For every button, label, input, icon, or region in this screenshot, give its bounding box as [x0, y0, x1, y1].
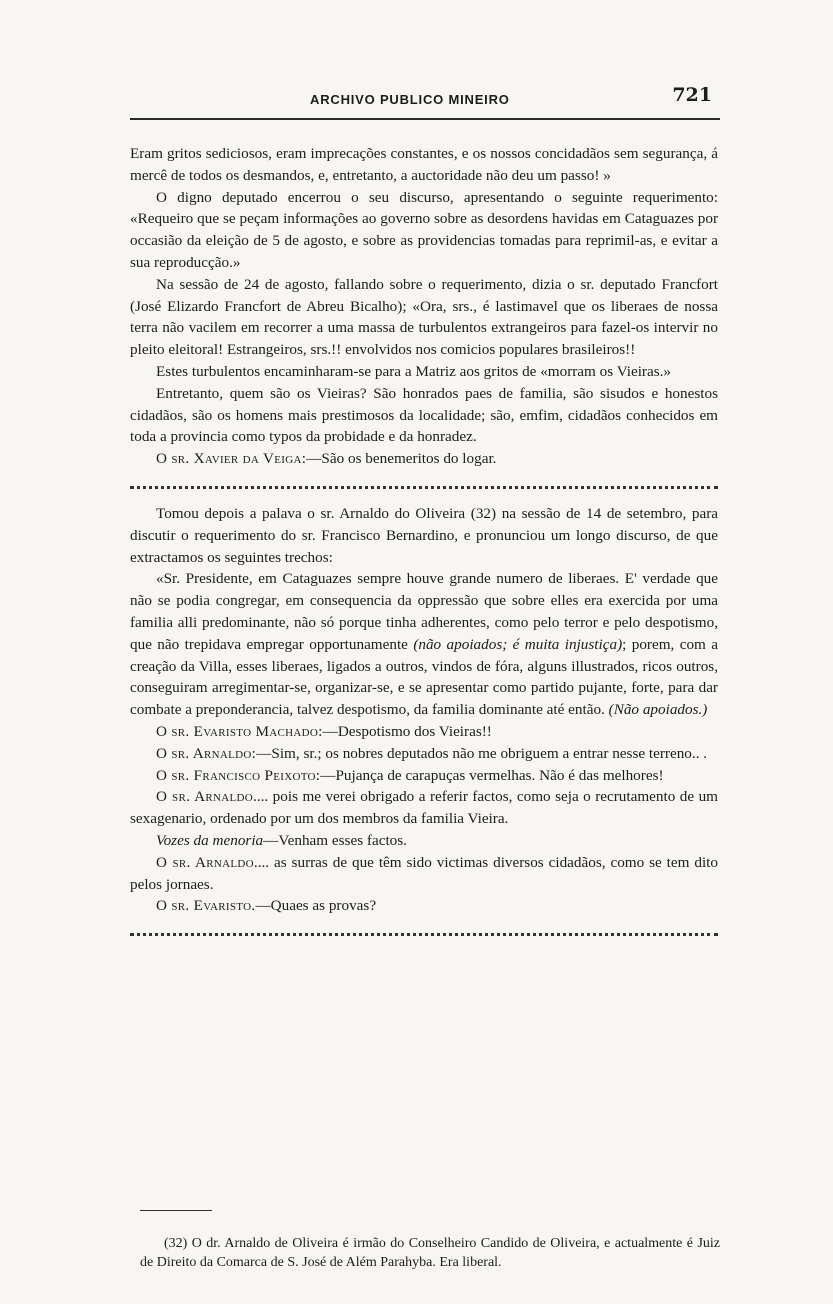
speech-text: «Sr. Presidente, em Cataguazes sempre houve grande numero de liberaes. E' verdade que não se podia congregar, em consequencia da oppressão que sobre elles era exercida por uma familia alli predominante, não só porque tinha adherentes, como pelo terror e pelo despotismo, que não trepidava empregar opportunamente: [130, 570, 718, 653]
page-number: 721: [672, 84, 712, 106]
speech-line: [130, 765, 718, 787]
speech-line: [130, 852, 718, 896]
paragraph: Eram gritos sediciosos, eram imprecações constantes, e os nossos concidadãos sem segurança, á mercê de todos os desmandos, e, entretanto, a auctoridade não deu um passo! »: [130, 145, 718, 184]
page-header: [130, 82, 720, 126]
speech-text: —Venham esses factos.: [263, 831, 407, 849]
speech-line: [130, 743, 718, 765]
running-title: ARCHIVO PUBLICO MINEIRO: [310, 92, 510, 107]
header-rule: [130, 118, 720, 120]
speech-text: —Pujança de carapuças vermelhas. Não é das melhores!: [320, 766, 664, 784]
interjection: (não apoiados; é muita injustiça): [413, 635, 623, 653]
speech-line: [130, 786, 718, 830]
paragraph: O digno deputado encerrou o seu discurso, apresentando o seguinte requerimento: «Requeiro que se peçam informações ao governo sobre as desordens havidas em Cataguazes por occasião da eleição de 5 de agosto, e sobre as providencias tomadas para reprimil-as, e evitar a sua reproducção.»: [130, 188, 718, 271]
speech-text: —Despotismo dos Vieiras!!: [322, 722, 492, 740]
speech-text: —Sim, sr.; os nobres deputados não me obriguem a entrar nesse terreno.. .: [256, 744, 708, 762]
paragraph: Entretanto, quem são os Vieiras? São honrados paes de familia, são sisudos e honestos cidadãos, são os homens mais prestimosos da localidade; são, emfim, cidadãos conhecidos em toda a provincia como typos da probidade e da honradez.: [130, 384, 718, 446]
paragraph: Tomou depois a palava o sr. Arnaldo do Oliveira (32) na sessão de 14 de setembro, para discutir o requerimento do sr. Francisco Bernardino, e pronunciou um longo discurso, de que extractamos os seguintes trechos:: [130, 504, 718, 566]
body-text: [130, 143, 718, 950]
ellipsis-divider: [130, 466, 718, 489]
speaker-name: O sr. Arnaldo: [156, 853, 254, 871]
ellipsis-divider: [130, 913, 718, 936]
footnote-rule: [140, 1210, 212, 1211]
speech-text: .... pois me verei obrigado a referir factos, como seja o recrutamento de um sexagenario, ordenado por um dos membros da familia Vieira.: [130, 788, 718, 828]
footnote-text: (32) O dr. Arnaldo de Oliveira é irmão do Conselheiro Candido de Oliveira, e actualmente é Juiz de Direito da Comarca de S. José de Além Parahyba. Era liberal.: [140, 1236, 720, 1270]
speaker-name: O sr. Xavier da Veiga:: [156, 450, 307, 468]
speaker-name: O sr. Evaristo.: [156, 897, 256, 915]
paragraph: Estes turbulentos encaminharam-se para a Matriz aos gritos de «morram os Vieiras.»: [156, 362, 672, 380]
paragraph: Na sessão de 24 de agosto, fallando sobre o requerimento, dizia o sr. deputado Francfort (José Elizardo Francfort de Abreu Bicalho); «Ora, srs., é lastimavel que os liberaes de nossa terra não vacilem em recorrer a uma massa de turbulentos extrangeiros para fazel-os intervir no pleito eleitoral! Estrangeiros, srs.!! envolvidos nos comicios populares brasileiros!!: [130, 275, 718, 359]
speech-text: —Quaes as provas?: [255, 897, 377, 915]
speaker-name: O sr. Francisco Peixoto:: [156, 766, 321, 784]
speech-line: [130, 830, 718, 852]
speaker-name: Vozes da menoria: [156, 831, 264, 849]
footnote: [140, 1234, 720, 1272]
speech-text: .... as surras de que têm sido victimas diversos cidadãos, como se tem dito pelos jornaes.: [130, 853, 718, 893]
speech-line: [130, 721, 718, 743]
speech-text: ; porem, com a creação da Villa, esses liberaes, ligados a outros, vindos de fóra, alguns illustrados, ricos outros, conseguiram arregimentar-se, organizar-se, e se apresentar como partido pujante, forte, para dar combate a preponderancia, talvez despotismo, da familia dominante até então.: [130, 635, 718, 719]
speaker-name: O sr. Evaristo Machado:: [156, 722, 323, 740]
speech-line: [130, 568, 718, 721]
speech-text: —São os benemeritos do logar.: [306, 450, 497, 468]
speaker-name: O sr. Arnaldo:: [156, 744, 257, 762]
speaker-name: O sr. Arnaldo: [156, 788, 254, 806]
interjection: (Não apoiados.): [608, 701, 708, 719]
